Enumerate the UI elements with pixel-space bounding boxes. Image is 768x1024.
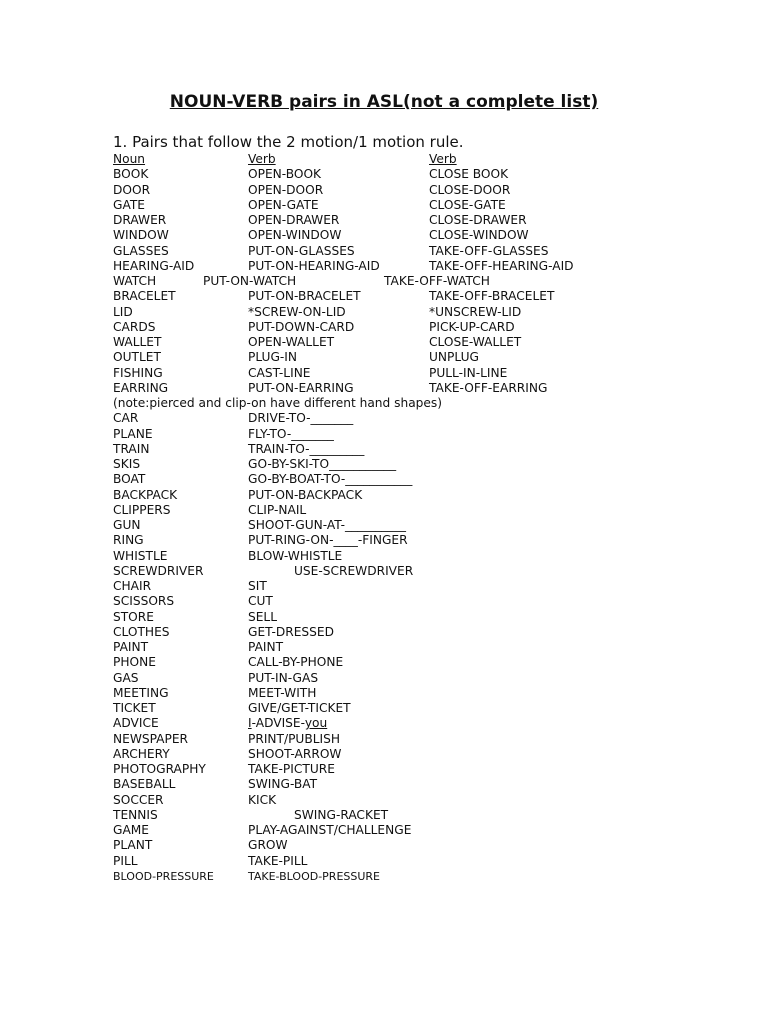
noun-cell: PHONE — [113, 655, 156, 670]
table-row — [0, 274, 768, 289]
verb-cell: GO-BY-BOAT-TO-___________ — [248, 472, 413, 487]
noun-cell: GAME — [113, 823, 149, 837]
verb-cell: SIT — [248, 579, 267, 593]
verb-cell: OPEN-DOOR — [248, 182, 324, 197]
note-text: (note:pierced and clip-on have different hand shapes) — [113, 396, 443, 410]
verb-cell: PUT-ON-GLASSES — [248, 243, 355, 258]
table-row — [0, 503, 768, 518]
noun-cell: SKIS — [113, 457, 141, 471]
noun-cell: CAR — [113, 411, 139, 426]
noun-cell: HEARING-AID — [113, 258, 195, 273]
verb-cell: MEET-WITH — [248, 685, 317, 700]
noun-cell: PHOTOGRAPHY — [113, 762, 206, 776]
table-row — [0, 823, 768, 838]
table-row — [0, 183, 768, 198]
table-row — [0, 167, 768, 182]
noun-cell: BACKPACK — [113, 487, 178, 502]
noun-cell: PILL — [113, 853, 138, 868]
verb-cell: DRIVE-TO-_______ — [248, 411, 354, 426]
noun-cell: CHAIR — [113, 579, 152, 593]
table-row — [0, 808, 768, 823]
noun-cell: BRACELET — [113, 289, 176, 304]
verb-cell: PUT-ON-BACKPACK — [248, 487, 363, 502]
table-row — [0, 305, 768, 320]
table-row — [0, 625, 768, 640]
noun-cell: WINDOW — [113, 228, 169, 243]
verb-2-cell: PICK-UP-CARD — [429, 319, 515, 334]
noun-cell: GLASSES — [113, 243, 169, 258]
noun-cell: WATCH — [113, 274, 157, 288]
verb-2-cell: CLOSE BOOK — [429, 167, 509, 182]
verb-cell: GIVE/GET-TICKET — [248, 701, 351, 715]
noun-cell: ARCHERY — [113, 746, 170, 761]
verb-cell: TAKE-BLOOD-PRESSURE — [248, 869, 381, 883]
table-row — [0, 457, 768, 472]
noun-cell: WALLET — [113, 335, 162, 349]
verb-cell: OPEN-DRAWER — [248, 213, 340, 227]
verb-2-cell: TAKE-OFF-HEARING-AID — [429, 258, 574, 273]
table-row — [0, 747, 768, 762]
noun-verb-table — [0, 152, 768, 884]
table-row — [0, 228, 768, 243]
table-row — [0, 533, 768, 548]
table-header-row — [0, 152, 768, 167]
noun-cell: STORE — [113, 609, 154, 624]
verb-2-cell: TAKE-OFF-GLASSES — [429, 243, 549, 258]
noun-cell: DRAWER — [113, 213, 167, 227]
noun-cell: CARDS — [113, 319, 156, 334]
table-row — [0, 320, 768, 335]
verb-cell: PUT-ON-BRACELET — [248, 289, 361, 304]
noun-cell: BOAT — [113, 472, 146, 487]
table-row — [0, 610, 768, 625]
note-row — [0, 396, 768, 411]
verb-part: I — [248, 716, 252, 731]
table-row — [0, 350, 768, 365]
table-row — [0, 594, 768, 609]
header-noun: Noun — [113, 152, 146, 166]
table-row — [0, 335, 768, 350]
table-row — [0, 244, 768, 259]
verb-cell: FLY-TO-_______ — [248, 426, 334, 441]
verb-cell: PUT-ON-EARRING — [248, 380, 354, 395]
verb-cell: PRINT/PUBLISH — [248, 731, 340, 746]
table-row — [0, 213, 768, 228]
noun-cell: TENNIS — [113, 807, 158, 822]
noun-cell: BOOK — [113, 167, 149, 182]
noun-cell: TRAIN — [113, 441, 150, 456]
table-row — [0, 198, 768, 213]
noun-cell: ADVICE — [113, 716, 159, 731]
verb-cell: OPEN-GATE — [248, 197, 319, 212]
noun-cell: BLOOD-PRESSURE — [113, 869, 214, 883]
noun-cell: EARRING — [113, 380, 169, 395]
verb-2-cell: TAKE-OFF-BRACELET — [429, 289, 555, 304]
noun-cell: LID — [113, 304, 133, 319]
noun-cell: PAINT — [113, 640, 149, 654]
noun-cell: DOOR — [113, 182, 151, 197]
noun-cell: BASEBALL — [113, 777, 176, 792]
verb-cell: SHOOT-ARROW — [248, 746, 342, 761]
verb-cell: PUT-DOWN-CARD — [248, 319, 355, 334]
table-row — [0, 701, 768, 716]
verb-cell: PLUG-IN — [248, 350, 298, 365]
verb-cell: PLAY-AGAINST/CHALLENGE — [248, 823, 412, 837]
verb-cell: OPEN-BOOK — [248, 167, 322, 182]
table-row — [0, 762, 768, 777]
verb-cell: TAKE-PICTURE — [248, 762, 335, 776]
verb-cell: CLIP-NAIL — [248, 502, 307, 517]
verb-2-cell: CLOSE-WINDOW — [429, 228, 529, 243]
section-heading: 1. Pairs that follow the 2 motion/1 motion rule. — [113, 133, 464, 151]
verb-2-cell: PULL-IN-LINE — [429, 365, 508, 380]
noun-cell: TICKET — [113, 701, 156, 715]
noun-cell: PLANE — [113, 426, 153, 441]
verb-cell: OPEN-WINDOW — [248, 228, 342, 243]
noun-cell: RING — [113, 533, 144, 548]
table-row — [0, 671, 768, 686]
table-row — [0, 259, 768, 274]
header-verb-2: Verb — [429, 152, 457, 166]
verb-2-cell: CLOSE-WALLET — [429, 335, 522, 349]
noun-cell: WHISTLE — [113, 548, 168, 563]
verb-cell — [248, 716, 327, 731]
noun-cell: NEWSPAPER — [113, 731, 189, 746]
verb-cell: TRAIN-TO-_________ — [248, 441, 365, 456]
table-row — [0, 777, 768, 792]
verb-2-cell: *UNSCREW-LID — [429, 304, 522, 319]
verb-cell: PUT-RING-ON-____-FINGER — [248, 533, 408, 548]
noun-cell: CLIPPERS — [113, 502, 171, 517]
verb-cell: GROW — [248, 838, 288, 853]
verb-cell: GO-BY-SKI-TO___________ — [248, 457, 397, 471]
noun-cell: MEETING — [113, 685, 169, 700]
table-row — [0, 640, 768, 655]
table-row — [0, 579, 768, 594]
noun-cell: GATE — [113, 197, 145, 212]
table-row — [0, 564, 768, 579]
noun-cell: CLOTHES — [113, 624, 170, 639]
verb-cell: SHOOT-GUN-AT-__________ — [248, 518, 406, 532]
table-row — [0, 427, 768, 442]
verb-2-cell: TAKE-OFF-WATCH — [384, 274, 490, 288]
page-title: NOUN-VERB pairs in ASL(not a complete list) — [169, 92, 599, 112]
table-row — [0, 488, 768, 503]
table-row — [0, 549, 768, 564]
header-verb: Verb — [248, 152, 276, 166]
table-row — [0, 472, 768, 487]
verb-cell: CAST-LINE — [248, 365, 311, 380]
table-row — [0, 518, 768, 533]
verb-cell: SELL — [248, 609, 278, 624]
table-row — [0, 381, 768, 396]
verb-2-cell: CLOSE-DRAWER — [429, 213, 527, 227]
table-row — [0, 716, 768, 731]
verb-cell: *SCREW-ON-LID — [248, 304, 346, 319]
verb-cell: BLOW-WHISTLE — [248, 548, 343, 563]
verb-cell: CALL-BY-PHONE — [248, 655, 344, 670]
noun-cell: FISHING — [113, 365, 163, 380]
verb-part: -ADVISE- — [251, 716, 305, 731]
table-row — [0, 411, 768, 426]
noun-cell: SCREWDRIVER — [113, 563, 204, 578]
table-row — [0, 366, 768, 381]
table-row — [0, 732, 768, 747]
verb-cell: SWING-BAT — [248, 777, 318, 792]
verb-cell: PUT-IN-GAS — [248, 670, 319, 685]
noun-cell: OUTLET — [113, 350, 161, 365]
verb-cell: PAINT — [248, 640, 284, 654]
table-row — [0, 869, 768, 884]
table-row — [0, 442, 768, 457]
verb-2-cell: UNPLUG — [429, 350, 479, 365]
verb-2-cell: CLOSE-DOOR — [429, 182, 511, 197]
verb-part: you — [304, 716, 328, 731]
table-row — [0, 793, 768, 808]
noun-cell: GAS — [113, 670, 139, 685]
verb-2-cell: TAKE-OFF-EARRING — [429, 380, 548, 395]
verb-cell: GET-DRESSED — [248, 624, 334, 639]
noun-cell: SOCCER — [113, 792, 164, 807]
verb-cell: PUT-ON-WATCH — [203, 274, 297, 288]
verb-2-cell: CLOSE-GATE — [429, 197, 506, 212]
table-row — [0, 854, 768, 869]
table-row — [0, 655, 768, 670]
verb-cell: TAKE-PILL — [248, 853, 308, 868]
table-row — [0, 289, 768, 304]
verb-cell: USE-SCREWDRIVER — [294, 563, 414, 578]
verb-cell: SWING-RACKET — [294, 807, 389, 822]
verb-cell: PUT-ON-HEARING-AID — [248, 258, 380, 273]
noun-cell: SCISSORS — [113, 594, 175, 609]
noun-cell: PLANT — [113, 838, 153, 853]
noun-cell: GUN — [113, 518, 141, 532]
verb-cell: KICK — [248, 792, 277, 807]
table-row — [0, 838, 768, 853]
verb-cell: CUT — [248, 594, 273, 609]
verb-cell: OPEN-WALLET — [248, 335, 335, 349]
table-row — [0, 686, 768, 701]
